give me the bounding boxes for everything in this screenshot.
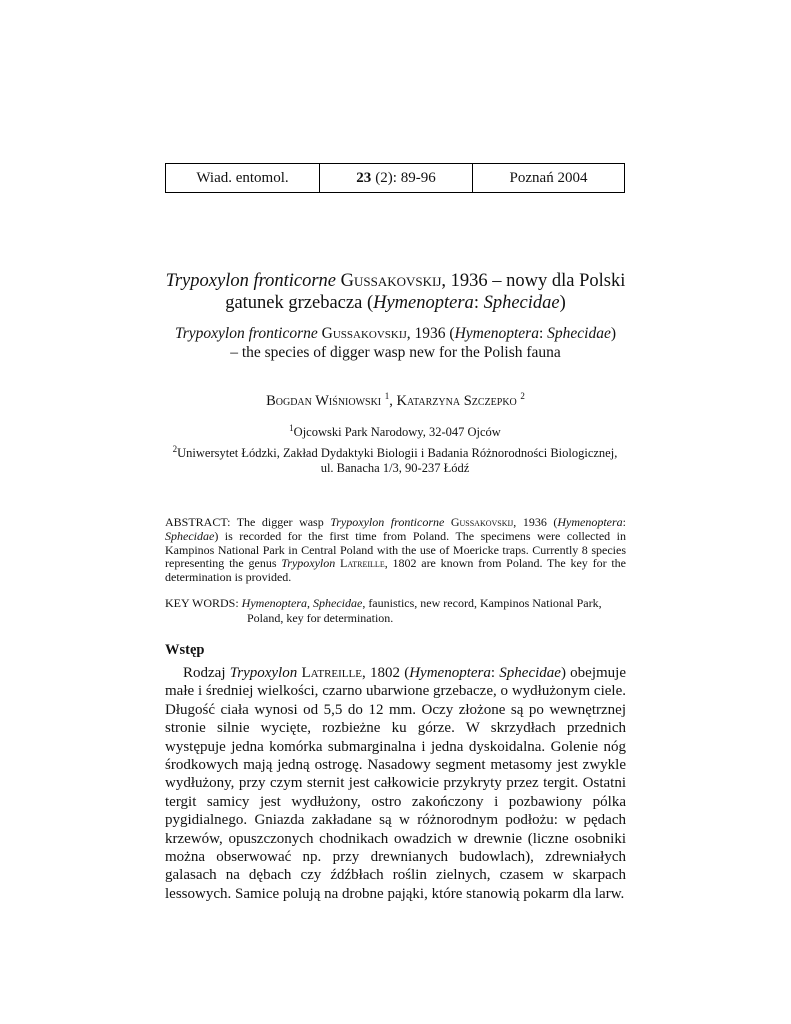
keyword-separator: , [307,596,313,610]
title-colon: : [473,293,484,313]
title-species: Trypoxylon fronticorne [165,271,337,291]
para-rest: ) obejmuje małe i średniej wielkości, czarno ubarwione grzebacze, o wydłużonym ciele. Długość ciała wynosi od 5,5 do 12 mm. Oczy złożone są po wewnętrznej stronie silnie wycięte, rozbieżne ku górze. W skrzydłach przednich występuje jedna komórka submarginalna i jedna dyskoidalna. Golenie nóg środkowych mają jedną ostrogę. Nasadowy segment metasomy jest zwykle wydłużony, przy czym sternit jest całkowicie przykryty przez tergit. Ostatni tergit samicy jest wydłużony, ostro zakończony i pozbawiony pólka pygidialnego. Gniazda zakładane są w różnorodnym podłożu: w pędach krzewów, opuszczonych chodnikach owadzich w drewnie (liczne osobniki można obserwować np. przy drewnianych budowlach), zdrewniałych galasach na dębach czy źdźbłach roślin zielnych, czasem w skarpach lessowych. Samice polują na drobne pająki, które stanowią pokarm dla larw. [165,665,626,902]
keywords-rest-1: , faunistics, new record, Kampinos National Park, [362,596,602,610]
issue-pages: (2): 89-96 [375,169,436,186]
title-species-author: Gussakovskij [340,271,442,291]
subtitle-species: Trypoxylon fronticorne [174,325,318,342]
abstract-label: ABSTRACT: [165,515,237,529]
title-year: , 1936 – nowy dla Polski [441,271,626,291]
affiliation-2 [165,443,625,476]
subtitle-author: Gussakovskij [321,325,407,342]
article-title [150,270,641,314]
intro-paragraph [165,664,626,903]
para-genus-author: Latreille [301,665,362,681]
affiliation-1 [165,422,625,440]
keyword-1: Hymenoptera [241,596,307,610]
abstract-genus-author: Latreille [340,556,385,571]
subtitle-close: ) [610,325,617,342]
abstract-taxon2: Sphecidae [165,528,215,543]
journal-name-cell [166,164,320,192]
affiliation-1-text: Ojcowski Park Narodowy, 32-047 Ojców [293,425,501,439]
place-year-cell [473,164,624,192]
subtitle-colon: : [538,325,548,342]
subtitle-taxon2: Sphecidae [547,325,611,342]
para-taxon1: Hymenoptera [409,665,491,681]
section-heading: Wstęp [165,642,205,658]
abstract [165,516,626,585]
volume-cell [320,164,473,192]
abstract-text-3: : [622,515,626,529]
abstract-species: Trypoxylon fronticorne [330,515,445,529]
volume-number: 23 [356,169,372,186]
abstract-text-1: The digger wasp [236,515,331,529]
para-colon: : [490,665,500,681]
keywords-rest-2: Poland, key for determination. [247,610,394,625]
author-list [150,393,641,410]
citation-header-table [165,163,625,193]
keywords [165,596,626,625]
affiliation-1-number: 1 [289,422,294,433]
title-line2: gatunek grzebacza ( [225,293,374,313]
para-year: , 1802 ( [361,665,410,681]
keyword-2: Sphecidae [313,596,363,610]
author-1: Bogdan Wiśniowski [266,393,382,409]
abstract-species-author: Gussakovskij [450,515,514,529]
author-2-affil: 2 [520,391,525,402]
abstract-text-5: , 1802 are known from Poland. The key for the determination is provided. [165,556,626,585]
abstract-text-4: ) is recorded for the first time from Poland. The specimens were collected in Kampinos National Park in Central Poland with the use of Moericke traps. Currently 8 species representing the genus [165,528,626,571]
abstract-text-2: , 1936 ( [513,515,558,529]
abstract-genus: Trypoxylon [281,556,336,571]
subtitle-year: , 1936 ( [406,325,455,342]
affiliation-2-line2: ul. Banacha 1/3, 90-237 Łódź [320,461,470,475]
title-taxon1: Hymenoptera [373,293,474,313]
para-taxon2: Sphecidae [499,665,561,681]
author-1-affil: 1 [384,391,390,402]
abstract-taxon1: Hymenoptera [557,515,623,529]
title-taxon2: Sphecidae [483,293,560,313]
author-separator: , [389,393,397,409]
para-start: Rodzaj [183,665,230,681]
para-genus: Trypoxylon [229,665,298,681]
keywords-label: KEY WORDS: [165,596,242,610]
place-year: Poznań 2004 [509,169,588,186]
affiliation-2-number: 2 [172,443,178,454]
english-title [150,324,641,362]
journal-name: Wiad. entomol. [196,169,289,186]
author-2: Katarzyna Szczepko [396,393,517,409]
title-close: ) [559,293,566,313]
subtitle-line2: – the species of digger wasp new for the Polish fauna [230,344,561,361]
affiliation-2-line1: Uniwersytet Łódzki, Zakład Dydaktyki Biologii i Badania Różnorodności Biologicznej, [177,446,618,460]
subtitle-taxon1: Hymenoptera [454,325,539,342]
